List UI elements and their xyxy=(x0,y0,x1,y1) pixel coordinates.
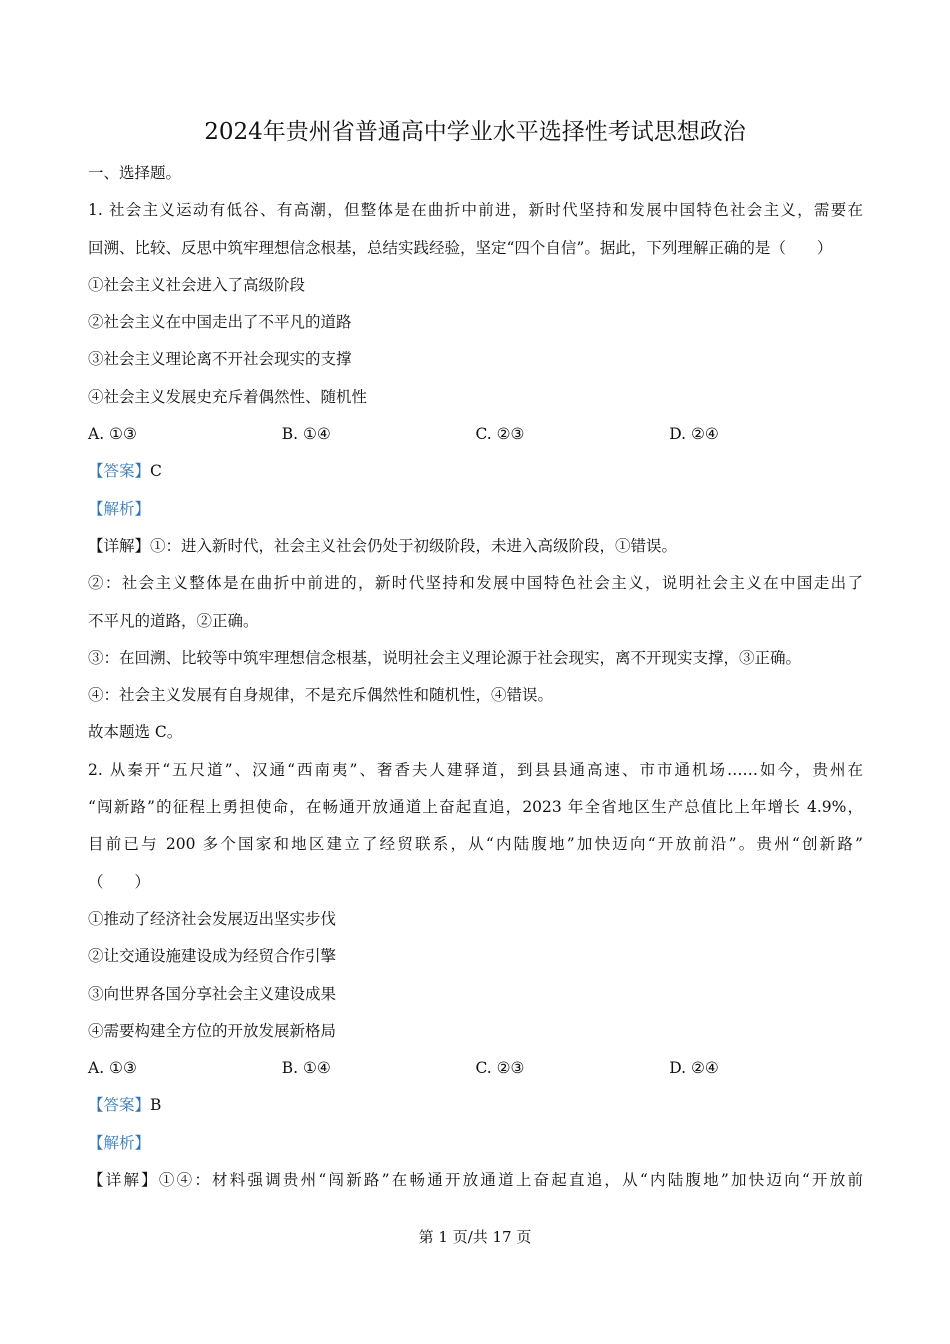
detail-line: 【详解】①④：材料强调贵州“闯新路”在畅通开放通道上奋起直追，从“内陆腹地”加快迈向“开放前 xyxy=(88,1171,863,1190)
option-a: A. ①③ xyxy=(88,1059,137,1078)
answer-label: 【答案】 xyxy=(88,462,151,481)
question-stem-line: 目前已与 200 多个国家和地区建立了经贸联系，从“内陆腹地”加快迈向“开放前沿”。贵州“创新路” xyxy=(88,835,863,854)
option-c: C. ②③ xyxy=(475,1059,525,1078)
statement: ③社会主义理论离不开社会现实的支撑 xyxy=(88,350,352,369)
statement: ④需要构建全方位的开放发展新格局 xyxy=(88,1021,337,1040)
question-stem-line: “闯新路”的征程上勇担使命，在畅通开放通道上奋起直追，2023 年全省地区生产总值比上年增长 4.9%， xyxy=(88,798,863,817)
option-d: D. ②④ xyxy=(669,425,719,444)
section-heading: 一、选择题。 xyxy=(88,164,182,182)
statement: ①推动了经济社会发展迈出坚实步伐 xyxy=(88,909,337,928)
option-c: C. ②③ xyxy=(475,425,525,444)
options-row xyxy=(88,416,863,453)
statement: ②社会主义在中国走出了不平凡的道路 xyxy=(88,313,352,332)
option-a: A. ①③ xyxy=(88,425,137,444)
question-1 xyxy=(88,192,863,751)
detail-line: ③：在回溯、比较等中筑牢理想信念根基，说明社会主义理论源于社会现实，离不开现实支撑，③正确。 xyxy=(88,648,802,667)
options-row xyxy=(88,1050,863,1087)
document-body xyxy=(88,155,863,1199)
detail-line: 故本题选 C。 xyxy=(88,723,183,742)
detail-line: ②：社会主义整体是在曲折中前进的，新时代坚持和发展中国特色社会主义，说明社会主义在中国走出了 xyxy=(88,574,863,593)
statement: ④社会主义发展史充斥着偶然性、随机性 xyxy=(88,387,368,406)
page-footer: 第 1 页/共 17 页 xyxy=(418,1228,532,1246)
analysis-label: 【解析】 xyxy=(88,1133,151,1152)
statement: ②让交通设施建设成为经贸合作引擎 xyxy=(88,947,337,966)
statement: ①社会主义社会进入了高级阶段 xyxy=(88,275,306,294)
question-stem-line: 2. 从秦开“五尺道”、汉通“西南夷”、奢香夫人建驿道，到县县通高速、市市通机场……如今，贵州在 xyxy=(88,760,863,779)
answer-value: C xyxy=(150,462,162,481)
option-b: B. ①④ xyxy=(281,1059,331,1078)
question-stem-line: 回溯、比较、反思中筑牢理想信念根基，总结实践经验，坚定“四个自信”。据此，下列理解正确的是（ ） xyxy=(88,238,833,257)
detail-line: 不平凡的道路，②正确。 xyxy=(88,611,259,630)
question-2 xyxy=(88,752,863,1200)
answer-label: 【答案】 xyxy=(88,1096,151,1115)
question-stem-line: （ ） xyxy=(88,872,151,891)
answer-line xyxy=(88,1087,863,1124)
question-stem-line: 1. 社会主义运动有低谷、有高潮，但整体是在曲折中前进，新时代坚持和发展中国特色社会主义，需要在 xyxy=(88,201,863,220)
page-title: 2024年贵州省普通高中学业水平选择性考试思想政治 xyxy=(204,119,746,145)
detail-line: ④：社会主义发展有自身规律，不是充斥偶然性和随机性，④错误。 xyxy=(88,686,554,705)
option-b: B. ①④ xyxy=(281,425,331,444)
answer-value: B xyxy=(150,1096,162,1115)
analysis-label: 【解析】 xyxy=(88,499,151,518)
detail-line: 【详解】①：进入新时代，社会主义社会仍处于初级阶段，未进入高级阶段，①错误。 xyxy=(88,536,678,555)
statement: ③向世界各国分享社会主义建设成果 xyxy=(88,984,337,1003)
answer-line xyxy=(88,453,863,490)
option-d: D. ②④ xyxy=(669,1059,719,1078)
